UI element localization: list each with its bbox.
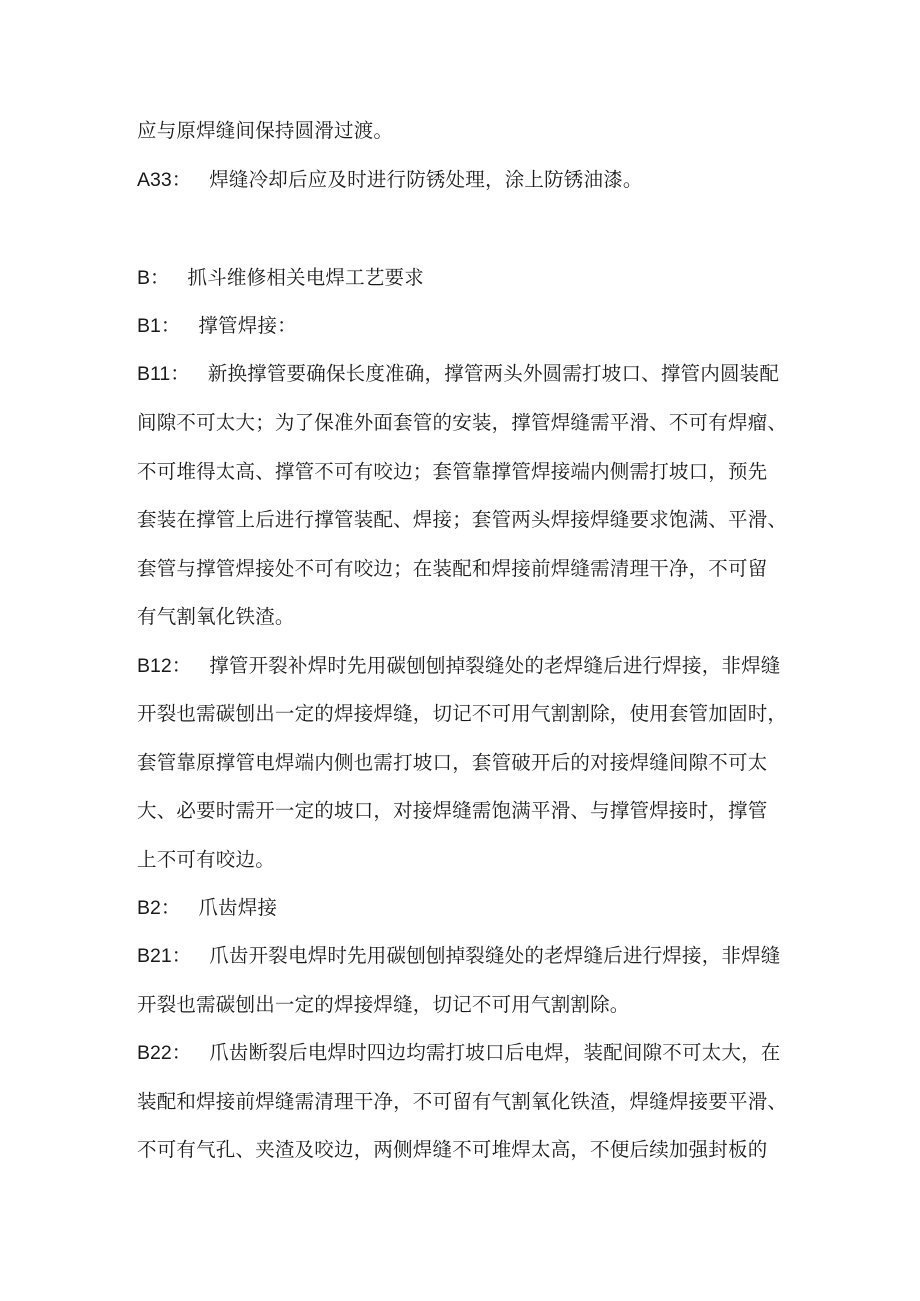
line-text: 爪齿开裂电焊时先用碳刨刨掉裂缝处的老焊缝后进行焊接，非焊缝: [209, 944, 781, 967]
line-text: 撑管焊接：: [198, 314, 297, 337]
subsection-heading: [137, 894, 797, 922]
line-text: 爪齿断裂后电焊时四边均需打坡口后电焊，装配间隙不可太大，在: [209, 1041, 781, 1064]
text-line: [137, 942, 797, 970]
line-text: 新换撑管要确保长度准确，撑管两头外圆需打坡口、撑管内圆装配: [207, 362, 780, 385]
clause-label: B：: [137, 267, 170, 289]
clause-label: B2：: [137, 897, 181, 919]
line-text: 开裂也需碳刨出一定的焊接焊缝，切记不可用气割割除。: [137, 993, 630, 1016]
clause-label: B22：: [137, 1042, 192, 1064]
text-line: [137, 458, 797, 486]
line-text: 不可堆得太高、撑管不可有咬边；套管靠撑管焊接端内侧需打坡口，预先: [137, 460, 768, 483]
text-line: [137, 603, 797, 631]
line-text: 大、必要时需开一定的坡口，对接焊缝需饱满平滑、与撑管焊接时，撑管: [137, 799, 768, 822]
line-text: 焊缝冷却后应及时进行防锈处理，涂上防锈油漆。: [209, 168, 643, 191]
line-text: 有气割氧化铁渣。: [137, 605, 295, 628]
line-text: 间隙不可太大；为了保准外面套管的安装，撑管焊缝需平滑、不可有焊瘤、: [137, 411, 788, 434]
clause-label: B1：: [137, 315, 181, 337]
line-text: 上不可有咬边。: [137, 848, 275, 871]
line-text: 套装在撑管上后进行撑管装配、焊接；套管两头焊接焊缝要求饱满、平滑、: [137, 508, 788, 531]
text-line: [137, 409, 797, 437]
text-line: [137, 117, 797, 145]
line-text: 爪齿焊接: [198, 896, 278, 919]
text-line: [137, 749, 797, 777]
line-text: 套管靠原撑管电焊端内侧也需打坡口，套管破开后的对接焊缝间隙不可太: [137, 751, 768, 774]
text-line: [137, 846, 797, 874]
text-line: [137, 797, 797, 825]
subsection-heading: [137, 312, 797, 340]
text-line: [137, 1088, 797, 1116]
clause-label: B11：: [137, 363, 190, 385]
line-text: 不可有气孔、夹渣及咬边，两侧焊缝不可堆焊太高，不便后续加强封板的: [137, 1138, 768, 1161]
text-line: [137, 360, 797, 388]
clause-label: B21：: [137, 945, 192, 967]
section-heading: [137, 264, 797, 292]
text-line: [137, 991, 797, 1019]
line-text: 抓斗维修相关电焊工艺要求: [187, 266, 424, 289]
line-text: 开裂也需碳刨出一定的焊接焊缝，切记不可用气割割除，使用套管加固时，: [137, 702, 788, 725]
text-line: [137, 700, 797, 728]
line-text: 套管与撑管焊接处不可有咬边；在装配和焊接前焊缝需清理干净，不可留: [137, 557, 768, 580]
clause-label: A33：: [137, 169, 192, 191]
text-line: [137, 652, 797, 680]
text-line: [137, 166, 797, 194]
line-text: 应与原焊缝间保持圆滑过渡。: [137, 119, 394, 142]
clause-label: B12：: [137, 655, 192, 677]
text-line: [137, 506, 797, 534]
line-text: 撑管开裂补焊时先用碳刨刨掉裂缝处的老焊缝后进行焊接，非焊缝: [209, 654, 781, 677]
text-line: [137, 555, 797, 583]
line-text: 装配和焊接前焊缝需清理干净，不可留有气割氧化铁渣，焊缝焊接要平滑、: [137, 1090, 788, 1113]
text-line: [137, 1136, 797, 1164]
text-line: [137, 1039, 797, 1067]
